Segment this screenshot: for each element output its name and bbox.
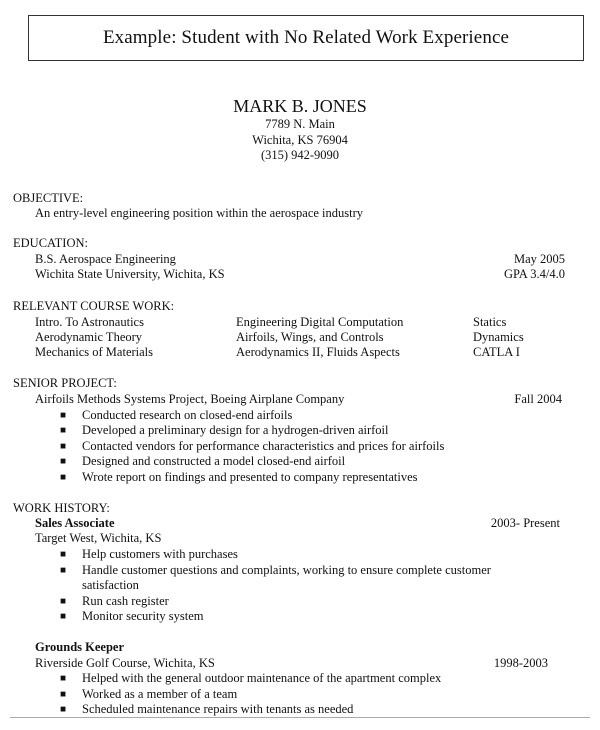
page-bottom-divider: [10, 717, 590, 718]
example-title: Example: Student with No Related Work Experience: [102, 27, 510, 48]
course-item: Statics: [473, 315, 507, 329]
objective-text: An entry-level engineering position within the aerospace industry: [35, 206, 364, 220]
job-bullet: Handle customer questions and complaints, working to ensure complete customer: [82, 563, 491, 577]
city-state-zip: Wichita, KS 76904: [252, 132, 348, 147]
education-date: May 2005: [513, 252, 565, 266]
phone-number: (315) 942-9090: [260, 148, 340, 162]
resume-header: [0, 95, 600, 164]
project-bullet: Contacted vendors for performance characteristics and prices for airfoils: [82, 439, 445, 453]
job-employer: Target West, Wichita, KS: [35, 531, 162, 545]
project-bullet: Developed a preliminary design for a hydrogen-driven airfoil: [82, 423, 389, 437]
course-item: CATLA I: [473, 345, 520, 359]
course-item: Intro. To Astronautics: [35, 315, 144, 329]
course-item: Dynamics: [473, 330, 524, 344]
education-school: Wichita State University, Wichita, KS: [35, 267, 225, 281]
job-bullet: Scheduled maintenance repairs with tenants as needed: [82, 702, 354, 716]
bullet-icon: ■: [60, 410, 67, 421]
senior-project-title: Airfoils Methods Systems Project, Boeing Airplane Company: [35, 392, 345, 406]
bullet-icon: ■: [60, 472, 67, 483]
example-title-box: [28, 15, 584, 61]
job-bullet-continuation: satisfaction: [82, 578, 139, 592]
job-bullet: Help customers with purchases: [82, 547, 238, 561]
candidate-name: MARK B. JONES: [233, 96, 367, 116]
education-degree: B.S. Aerospace Engineering: [35, 252, 176, 266]
job-bullet: Helped with the general outdoor maintenance of the apartment complex: [82, 671, 442, 685]
bullet-icon: ■: [60, 611, 67, 622]
project-bullet: Designed and constructed a model closed-end airfoil: [82, 454, 346, 468]
job-dates: 1998-2003: [493, 656, 548, 670]
bullet-icon: ■: [60, 689, 67, 700]
project-bullet: Wrote report on findings and presented to company representatives: [82, 470, 418, 484]
job-bullet: Worked as a member of a team: [82, 687, 238, 701]
street-address: 7789 N. Main: [265, 117, 335, 131]
education-heading: EDUCATION:: [13, 236, 88, 250]
senior-project-date: Fall 2004: [514, 392, 562, 406]
job-title: Grounds Keeper: [35, 640, 125, 654]
bullet-icon: ■: [60, 704, 67, 715]
bullet-icon: ■: [60, 441, 67, 452]
job-dates: 2003- Present: [490, 516, 560, 530]
job-bullet: Monitor security system: [82, 609, 204, 623]
bullet-icon: ■: [60, 549, 67, 560]
course-item: Airfoils, Wings, and Controls: [236, 330, 384, 344]
objective-heading: OBJECTIVE:: [13, 191, 84, 205]
senior-project-heading: SENIOR PROJECT:: [13, 376, 117, 390]
education-gpa: GPA 3.4/4.0: [503, 267, 565, 281]
project-bullet: Conducted research on closed-end airfoils: [82, 408, 293, 422]
coursework-heading: RELEVANT COURSE WORK:: [13, 299, 175, 313]
job-title: Sales Associate: [35, 516, 115, 530]
course-item: Engineering Digital Computation: [236, 315, 404, 329]
bullet-icon: ■: [60, 596, 67, 607]
bullet-icon: ■: [60, 673, 67, 684]
bullet-icon: ■: [60, 425, 67, 436]
bullet-icon: ■: [60, 456, 67, 467]
work-history-heading: WORK HISTORY:: [13, 501, 110, 515]
course-item: Aerodynamics II, Fluids Aspects: [236, 345, 400, 359]
job-bullet: Run cash register: [82, 594, 169, 608]
course-item: Aerodynamic Theory: [35, 330, 143, 344]
course-item: Mechanics of Materials: [35, 345, 154, 359]
job-employer: Riverside Golf Course, Wichita, KS: [35, 656, 215, 670]
bullet-icon: ■: [60, 565, 67, 576]
